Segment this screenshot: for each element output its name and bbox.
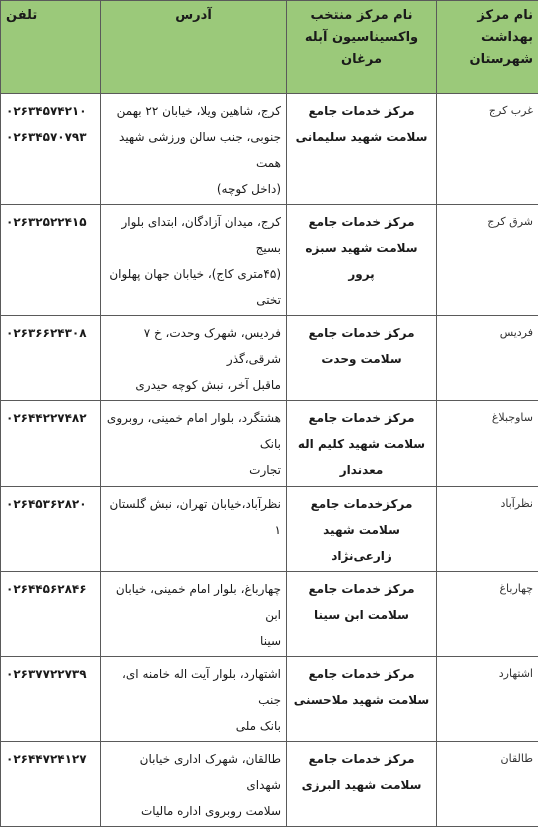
table-header [1,1,538,94]
table-row [1,742,538,827]
district-cell: شرق کرج [437,205,538,316]
address-cell: طالقان، شهرک اداری خیابان شهدای سلامت روبروی اداره مالیات [101,742,287,827]
center-cell: مرکز خدمات جامع سلامت شهید البرزی [287,742,437,827]
address-cell: کرج، شاهین ویلا، خیابان ۲۲ بهمن جنوبی، جنب سالن ورزشی شهید همت (داخل کوچه) [101,94,287,205]
center-cell: مرکز خدمات جامع سلامت شهید کلیم اله معدندار [287,401,437,487]
phone-cell: ۰۲۶۴۴۷۲۴۱۲۷ [1,742,101,827]
center-cell: مرکزخدمات جامع سلامت شهید زارعی‌نژاد [287,487,437,572]
district-cell: نظرآباد [437,487,538,572]
phone-cell: ۰۲۶۴۴۵۶۲۸۴۶ [1,572,101,657]
header-phone: تلفن [1,1,101,94]
address-cell: اشتهارد، بلوار آیت اله خامنه ای، جنب بانک ملی [101,657,287,742]
center-cell: مرکز خدمات جامع سلامت شهید ملاحسنی [287,657,437,742]
table-row [1,401,538,487]
district-cell: ساوجبلاغ [437,401,538,487]
district-cell: غرب کرج [437,94,538,205]
address-cell: کرج، میدان آزادگان، ابتدای بلوار بسیج (۴۵متری کاج)، خیابان جهان پهلوان تختی [101,205,287,316]
district-cell: چهارباغ [437,572,538,657]
center-cell: مرکز خدمات جامع سلامت وحدت [287,316,437,401]
district-cell: فردیس [437,316,538,401]
address-cell: چهارباغ، بلوار امام خمینی، خیابان ابن سینا [101,572,287,657]
address-cell: فردیس، شهرک وحدت، خ ۷ شرقی،گذر ماقبل آخر، نبش کوچه حیدری [101,316,287,401]
center-cell: مرکز خدمات جامع سلامت ابن سینا [287,572,437,657]
table-row [1,205,538,316]
table-row [1,572,538,657]
table-row [1,316,538,401]
phone-cell: ۰۲۶۴۴۲۲۷۴۸۲ [1,401,101,487]
phone-cell: ۰۲۶۳۷۷۲۲۷۳۹ [1,657,101,742]
district-cell: طالقان [437,742,538,827]
center-cell: مرکز خدمات جامع سلامت شهید سلیمانی [287,94,437,205]
table-row [1,657,538,742]
header-address: آدرس [101,1,287,94]
header-district: نام مرکز بهداشت شهرستان [437,1,538,94]
table-row [1,487,538,572]
phone-cell: ۰۲۶۳۶۶۲۴۳۰۸ [1,316,101,401]
header-center: نام مرکز منتخب واکسیناسیون آبله مرغان [287,1,437,94]
phone-cell: ۰۲۶۴۵۳۶۲۸۲۰ [1,487,101,572]
table-body [1,94,538,827]
phone-cell: ۰۲۶۳۴۵۷۴۲۱۰ ۰۲۶۳۴۵۷۰۷۹۳ [1,94,101,205]
table-row [1,94,538,205]
phone-cell: ۰۲۶۳۲۵۲۲۴۱۵ [1,205,101,316]
district-cell: اشتهارد [437,657,538,742]
address-cell: نظرآباد،خیابان تهران، نبش گلستان ۱ [101,487,287,572]
address-cell: هشتگرد، بلوار امام خمینی، روبروی بانک تجارت [101,401,287,487]
header-row [1,1,538,94]
center-cell: مرکز خدمات جامع سلامت شهید سبزه پرور [287,205,437,316]
